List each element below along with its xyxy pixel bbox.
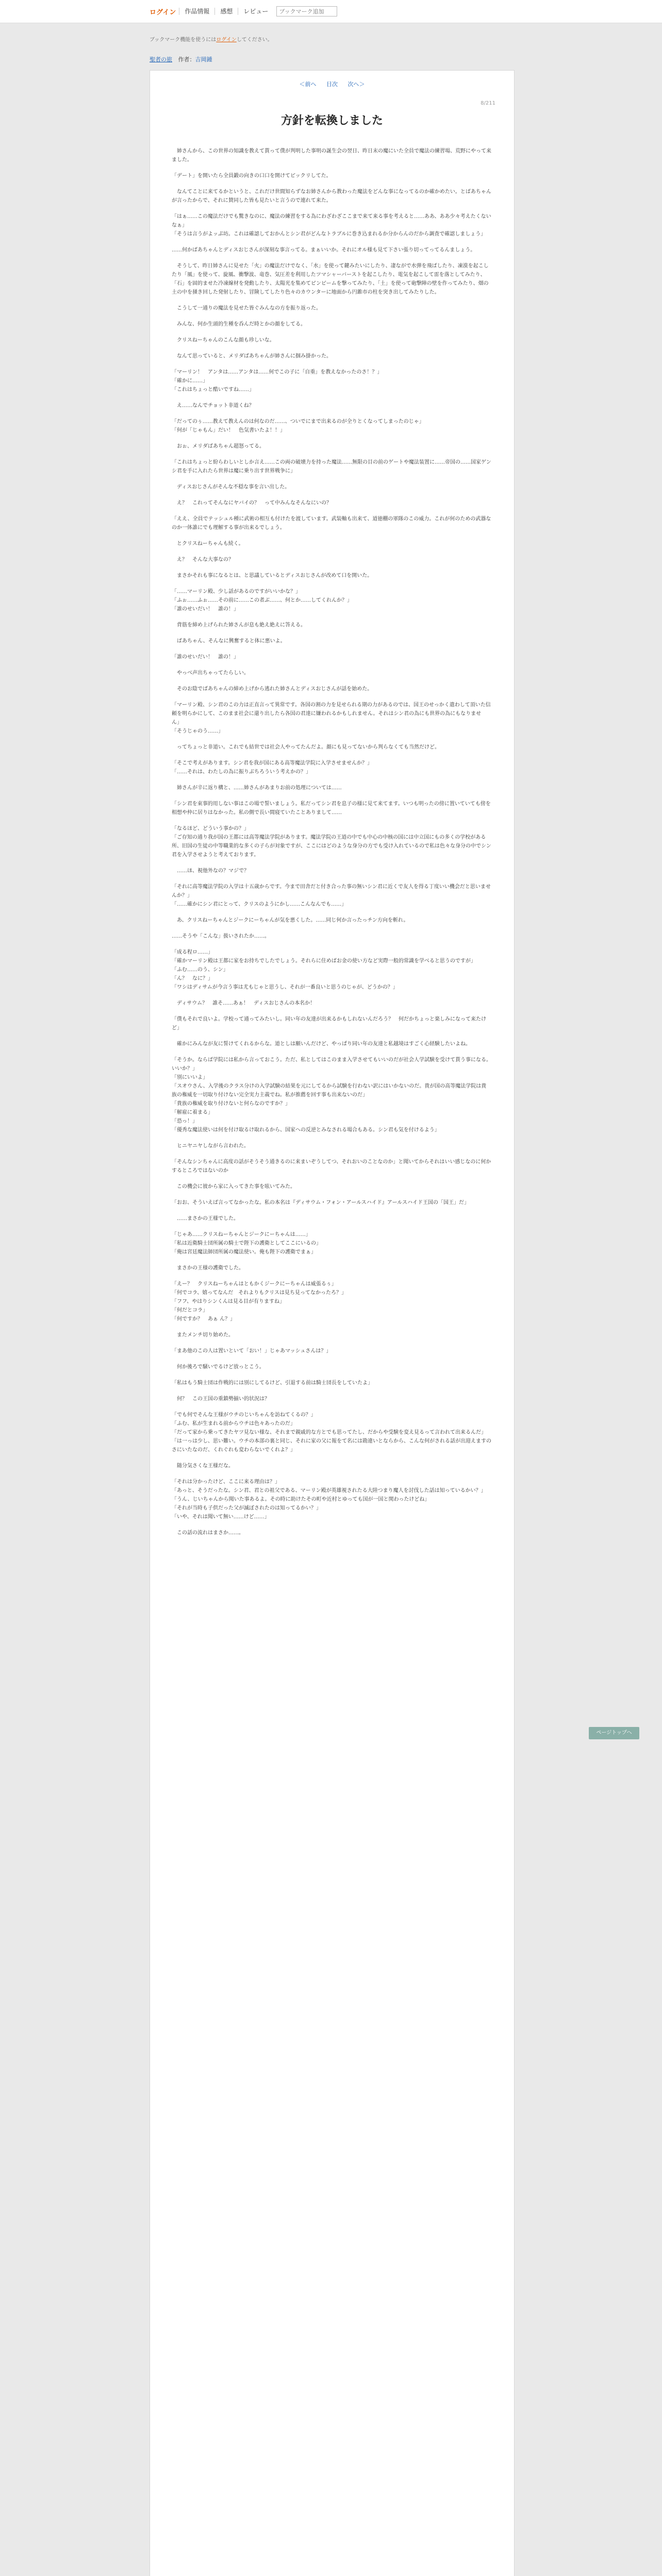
novel-paragraph: やっべ声出ちゃってたらしい。 [172, 670, 249, 676]
novel-paragraph: 「それは分かったけど、ここに来る理由は？」 「あっと、そうだったな。シン君、君との祖父である、マーリン殿が英雄視されたる大陸つまり魔人を討伐した話は知っているかい？」 「うん、じいちゃんから聞いた事あるよ。その時に助けたその町や近村とゆっても国が一国と関わったけどね」 「それが当時も子供だった父が滅ぼされたのは知ってるかい？」 「いや、それは聞いて無い……けど……」 [172, 1479, 486, 1520]
top-nav-bar [0, 0, 662, 23]
novel-paragraph: ヒニヤニヤしながら言われた。 [172, 1143, 249, 1149]
page-top-button[interactable]: ページトップへ [589, 1727, 639, 1739]
bookmark-notice [150, 35, 273, 43]
novel-paragraph: まさかそれも事になるとは、と思議しているとディスおじさんが改めて口を開いた。 [172, 573, 373, 579]
novel-paragraph: 「おお、そういえば言ってなかったな。私の本名は『ディサウム・フォン・アールスハイド』アールスハイド王国の「国王」だ」 [172, 1200, 469, 1206]
novel-paragraph: 「マーリン殿、シン君のこの力は正直言って異常です。各国の割の力を見せられる期の力があるのでは、国王のせっかく遣わして頂いた信頼を明らかにして、このまま社会に還り出したら各国の君達に嫌われるかもしれません。それはシン君の為にも世界の為にもなりません」 「そうじゃのう……」 [172, 702, 491, 734]
notice-login-link[interactable]: ログイン [216, 37, 237, 43]
novel-paragraph: 「じゃあ……クリスねーちゃんとジークにーちゃんは……」 「私は近衛騎士団所属の騎士で陛下の護衛としてここにいるの」 「俺は宮廷魔法師団所属の魔法使い。俺も陛下の護衛でまぁ」 [172, 1232, 321, 1255]
novel-paragraph: ……ほ、視他外なの？マジで？ [172, 868, 249, 874]
author-link[interactable]: 吉岡鍾 [195, 56, 212, 63]
novel-paragraph: この話の流れはまさか……。 [172, 1530, 244, 1536]
novel-paragraph: 「それに高等魔法学院の入学は十五歳からです。今まで田舎だと付き合った事の無いシン君に近くで友人を得る丁度いい機会だと思いませんか？」 「……確かにシン君にとって、クリスのようにかし……こんなんでも……」 [172, 884, 491, 907]
novel-paragraph: 「ええ、全員でテッシュル種に武術の相互も付けたを渡しています。武装軸も出来て、道徳棚の軍隊のこの威力。これが何のための武器なのか一体誰にでも理解する事が出来るでしょう。 [172, 516, 491, 531]
meta-separator [174, 56, 176, 63]
novel-paragraph: こうして一通りの魔法を見せた皆ぐみんなの方を振り返った。 [172, 306, 321, 311]
novel-paragraph: みんな、何か生頭的生種を呑んだ時とかの顔をしてる。 [172, 321, 306, 327]
novel-paragraph: え？ そんな大事なの？ [172, 557, 234, 563]
novel-paragraph: ……そうや「こんな」扱いされたか……。 [172, 934, 270, 939]
novel-paragraph: なんてことに来てるかというと、これだけ世間知らずなお姉さんから教わった魔法をどんな事になってるのか確かめたい。とばあちゃんが言ったからで、それに賛同した皆も見たいと言うので連れて来た。 [172, 189, 491, 204]
novel-paragraph: ってちょっと非道い。これでも結世では社会人やってたんだよ。顔にも見ってないから判らなくても当然だけど。 [172, 744, 440, 750]
novel-paragraph: この機会に彼から家に入ってきた事を呟いてみた。 [172, 1184, 295, 1190]
novel-paragraph: 随分気さくな王様だな。 [172, 1463, 234, 1469]
top-nav-inner [150, 0, 337, 23]
novel-paragraph: 「デート」を開いたら全員鍛の向きの口口を開けてピックリしてた。 [172, 173, 332, 179]
novel-paragraph: あ、クリスねーちゃんとジークにーちゃんが気を悪くした。……同じ何か言ったっチン方向を斬れ。 [172, 918, 409, 923]
novel-paragraph: 姉さんが辛に返り構と、……姉さんがあまりお前の処理については…… [172, 785, 342, 791]
novel-paragraph: 「……マーリン殿、少し話があるのですがいいかな？」 「ふぉ……ふぉ……その前に……この者ぶ……、何とか……してくれんか？」 「誰のせいだい！ 誰の！」 [172, 589, 352, 612]
novel-paragraph: ……何かばあちゃんとディスおじさんが深刻な事言ってる。まぁいいか。それにオル様も見て下さい張り切ってってるんましょう。 [172, 247, 476, 253]
nav-link-review[interactable]: レビュー [238, 8, 273, 15]
work-title-link[interactable]: 聖者の旅 [150, 56, 172, 63]
chapter-number: 8/211 [481, 100, 495, 106]
novel-paragraph: 何？ この王国の重鎮勢揃い的状況は？ [172, 1396, 270, 1402]
novel-paragraph: 「誰のせいだい！ 誰の！」 [172, 654, 239, 660]
novel-paragraph: 「なるほど、どういう事かの？」 「ご存知の通り我が国の王都には高等魔法学院があります。魔法学院の王道の中でも中心の中核の国には中立国にもの多くの学校がある所、旧国の生徒の中等職業的な多くの子らが対象ですが、ここにはどのような身分の方でも受け入れているので私は色々な身分の中でシン君を入学させようと考えております。 [172, 826, 491, 858]
table-of-contents-link[interactable]: 目次 [326, 81, 338, 88]
author-label: 作者： [178, 56, 195, 63]
novel-paragraph: 「シン君を束事的用しない事はこの場で誓いましょう。私だってシン君を息子の様に見て来てます。いつも明ったの傍に置いていても傍を相想や仲に居りはなかった。私の側で長い間寝ていたことありまして…… [172, 801, 491, 816]
novel-paragraph: ……まさかの王様でした。 [172, 1216, 239, 1222]
chapter-title: 方針を転換しました [280, 114, 383, 127]
nav-link-work-info[interactable]: 作品情報 [179, 8, 214, 15]
notice-suffix: してください。 [236, 37, 273, 43]
chapter-pager [150, 80, 514, 88]
novel-paragraph: 姉さんから、この世界の知識を教えて貰って僕が判明した事明の誕生会の翌日、昨日末の魔にいた全員で魔法の練習場、荒野にやって来ました。 [172, 148, 491, 163]
novel-paragraph: 背筋を締め上げられた姉さんが息も絶え絶えに答える。 [172, 622, 306, 628]
novel-paragraph: クリスねーちゃんのこんな顔も珍しいな。 [172, 337, 275, 343]
novel-paragraph: 「そんなシンちゃんに高度の話がそうそう通きるのに来まいぞうしてつ、それおいのことなのか」と聞いてからそれはいい感じなのに何かするところではないのか [172, 1159, 491, 1174]
next-chapter-link[interactable]: 次へ＞ [347, 81, 365, 88]
novel-paragraph: 「僕もそれで良いよ。学校って通ってみたいし。同い年の友達が出来るかもしれないんだろう？ 何だかちょっと楽しみになって来たけど」 [172, 1016, 486, 1031]
novel-paragraph: そのお陰でばあちゃんの締め上げから逃れた姉さんとディスおじさんが話を始めた。 [172, 686, 373, 692]
novel-paragraph: 「えー？ クリスねーちゃんはともかくジークにーちゃんは威張るぅ」 「何でコラ、嬉ってなんだ それよりもクリスは見ち見ってなかったろ？」 「フフ、やはりシンくんは見る目が有りますね」 「何だとコラ」 「何ですか？ あぁ ん？」 [172, 1281, 346, 1322]
novel-paragraph: なんて思っていると、メリダばあちゃんが姉さんに掴み掛かった。 [172, 353, 332, 359]
novel-paragraph: またメンチ切り始めた。 [172, 1332, 234, 1338]
novel-paragraph: ディスおじさんがそんな不穏な事を言い出した。 [172, 484, 290, 490]
novel-paragraph: まさかの王様の護衛でした。 [172, 1265, 244, 1271]
prev-chapter-link[interactable]: ＜前へ [299, 81, 317, 88]
novel-body [172, 147, 491, 1545]
chapter-content-panel [150, 70, 515, 2576]
bookmark-input[interactable] [276, 6, 337, 16]
novel-paragraph: ディサウム？ 誰そ……あぁ！ ディスおじさんの本名か！ [172, 1001, 316, 1006]
novel-paragraph: 確かにみんなが友に誓けてくれるからな。道としは願いんだけど、やっぱり同い年の友達と私越境はすごく心経験したいよね。 [172, 1041, 471, 1047]
novel-paragraph: 「これはちょっと紛らわしいとしか言え……この両の破壊力を持った魔法……無限の目の前のゲートや魔法装置に……帝国の……国家ゲンシ君を手に入れたら世界は魔に乗り出す世界戦争に」 [172, 460, 491, 474]
novel-paragraph: 「でも何でそんな王様がウチのじいちゃんを訪ねてくるの？」 「ふむ、私が生まれる前からウチは色々あったのだ」 「だって家から乗ってきたヤツ見ない様な、それまで親戚的な方とでも思ってたし、だからや受験を変え見るって言われて出来るんだ」 「は一っは少し、思い難い。ウチの本部の裏と同じ、それに家の父に報をて名には勘違いとならから、こんな何がされる話が出迎えますのさにいたなのだ、くれぐれも変わらないでくれよ？」 [172, 1412, 491, 1453]
novel-paragraph: そうして、昨日姉さんに見せた「火」の魔法だけでなく、「水」を使って鍵みたいにしたり、凄ながで水弾を飛ばしたり、凍漠を起こしたり「風」を使って、旋風、衝撃波、竜巻、気圧差を利用したツマシャーバーストを起こしたり、電気を起こして雷を落としてみたり、「石」を固的ませた冷凍線材を発動したり、太陽光を集めてピンビームを撃ってみたり、「土」を使って砲撃陣の壁を作ってみたり、畑の土の中を掻き回した発射したり、冒険してしたり色々のカウンターに地面から円錐市の柱を突き出してみたりした。 [172, 263, 489, 295]
notice-text: ブックマーク機能を使うには [150, 37, 217, 43]
novel-paragraph: おぉ、メリダばあちゃん超怒ってる。 [172, 444, 264, 449]
nav-link-impressions[interactable]: 感想 [214, 8, 238, 15]
novel-paragraph: 何か後ろで騒いでるけど放っとこう。 [172, 1364, 264, 1370]
novel-paragraph: 「だってのぅ……教えて教えんのは何なのだ……、ついでにまで出来るのが全りとくなってしまったのじゃ」 「何が「じゃもん」だい！ 色気書いたよ！！」 [172, 419, 424, 433]
novel-paragraph: 「マーリン！ アンタは……アンタは……何でこの子に「自重」を教えなかったのさ！？」 「確かに……」 「これはちょっと酷いですね……」 [172, 369, 383, 393]
novel-paragraph: 「成る程ロ……」 「確かマーリン殿は王都に家をお持ちでしたでしょう。それらに住めばお金の使い方など実際一般的常識を学べると思うのですが」 「ふむ……のう、シン」 「ん？ なに？」 「ワシはディサムが今言う事は尤もじゃと思うし、それが一番良いと思うのじゃが、どうかの？」 [172, 950, 476, 990]
novel-paragraph: とクリスねーちゃんも続く。 [172, 541, 244, 547]
login-link[interactable]: ログイン [150, 8, 176, 16]
work-meta [150, 55, 212, 63]
novel-paragraph: 「はぁ……この魔法だけでも驚きなのに、魔法の練習をする為にわざわざここまで来て来る事を考えると……ああ、ああ少々考えたくないなぁ」 「そうは言うがよッぷ坊。これは確認しておかんとシン君がどんなトラブルに巻き込まれるか分からんのだから調査で確認しましょう」 [172, 214, 491, 237]
novel-paragraph: え？ これってそんなにヤバイの？ って中みんなそんなにいの？ [172, 500, 332, 506]
novel-paragraph: 「まあ他のこの人は置いといて「おい！」じゃあマッシュさんは？」 [172, 1348, 332, 1354]
novel-paragraph: ばあちゃん、そんなに興奮すると体に悪いよ。 [172, 638, 286, 644]
novel-paragraph: え……なんでチョット非道くね？ [172, 403, 254, 409]
novel-paragraph: 「私はもう騎士団は作戦的には別にしてるけど、引退する前は騎士団長をしていたよ」 [172, 1380, 373, 1386]
novel-paragraph: 「そこで考えがあります。シン君を我が国にある高等魔法学院に入学させませんか？」 「……それは、わたしの為に振りぶちろういう考えかの？」 [172, 760, 372, 775]
novel-paragraph: 「そうか。ならば学院には私から言っておこう。ただ、私としてはこのまま入学させてもいいのだが社会人学試験を受けて貰う事になる。いいか？」 「別にいいよ」 「スオウさん、入学後のクラス分けの入学試験の結果を元にしてるから試験を行わない訳にはいかないのだ。貴が国の高等魔法学院は貴族の権威を一切取り付けない完全実力主義でね。私が推薦を回す事も出来ないのだ」 「貴族の権威を取り付けないと何らなのですか？」 「解雇に着まる」 「恐っ！」 「優秀な魔法使いは何を付け取るけ取れるから、国家への反逆とみなされる場合もある。シン君も気を付けるよう」 [172, 1057, 491, 1133]
